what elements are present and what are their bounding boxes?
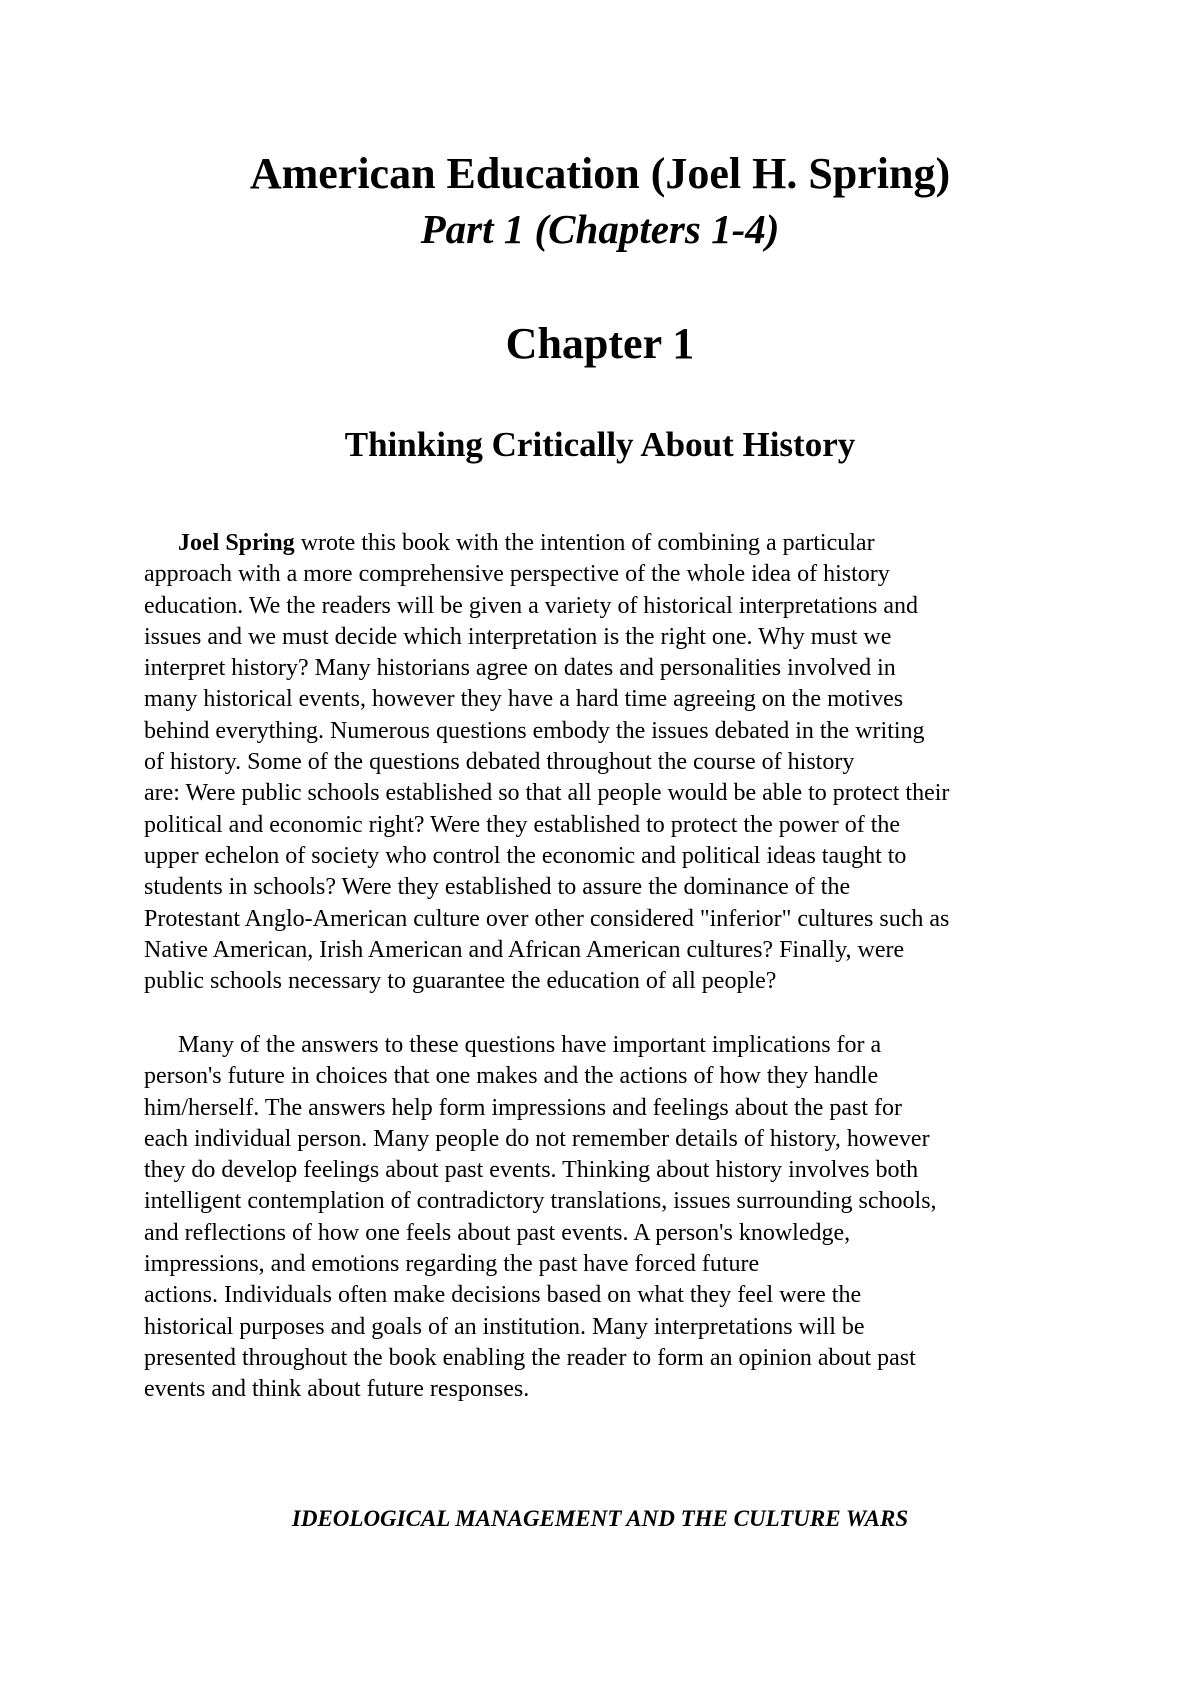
paragraph-line: political and economic right? Were they established to protect the power of the bbox=[144, 811, 901, 838]
paragraph-line: presented throughout the book enabling the reader to form an opinion about past bbox=[144, 1344, 916, 1371]
paragraph-line: behind everything. Numerous questions embody the issues debated in the writing bbox=[144, 717, 925, 744]
section-heading: IDEOLOGICAL MANAGEMENT AND THE CULTURE WARS bbox=[291, 1506, 909, 1531]
paragraph-line bbox=[144, 528, 1064, 559]
paragraph-line: intelligent contemplation of contradictory translations, issues surrounding schools, bbox=[144, 1188, 937, 1215]
paragraph-line: actions. Individuals often make decisions based on what they feel were the bbox=[144, 1282, 862, 1309]
paragraph-line: Protestant Anglo-American culture over other considered "inferior" cultures such as bbox=[144, 905, 950, 932]
document-subtitle: Part 1 (Chapters 1-4) bbox=[420, 206, 780, 252]
chapter-title: Thinking Critically About History bbox=[344, 425, 856, 464]
document-title: American Education (Joel H. Spring) bbox=[249, 149, 951, 198]
paragraph-line: students in schools? Were they established to assure the dominance of the bbox=[144, 874, 851, 901]
paragraph-line: each individual person. Many people do not remember details of history, however bbox=[144, 1125, 930, 1152]
paragraph-1 bbox=[144, 528, 1064, 997]
paragraph-line: public schools necessary to guarantee the education of all people? bbox=[144, 968, 777, 995]
paragraph-line: of history. Some of the questions debated throughout the course of history bbox=[144, 749, 855, 776]
first-line-text: wrote this book with the intention of combining a particular bbox=[294, 530, 875, 556]
paragraph-line: historical purposes and goals of an institution. Many interpretations will be bbox=[144, 1313, 865, 1340]
author-name: Joel Spring bbox=[178, 530, 295, 556]
paragraph-line: impressions, and emotions regarding the past have forced future bbox=[144, 1251, 760, 1278]
paragraph-2 bbox=[144, 1030, 1064, 1406]
paragraph-line: upper echelon of society who control the economic and political ideas taught to bbox=[144, 842, 907, 869]
paragraph-line: many historical events, however they have a hard time agreeing on the motives bbox=[144, 686, 904, 713]
paragraph-first-line-text: Many of the answers to these questions have important implications for a bbox=[178, 1032, 882, 1058]
paragraph-line: Native American, Irish American and African American cultures? Finally, were bbox=[144, 936, 905, 963]
paragraph-line: events and think about future responses. bbox=[144, 1376, 530, 1403]
paragraph-line: and reflections of how one feels about past events. A person's knowledge, bbox=[144, 1219, 851, 1246]
paragraph-line: approach with a more comprehensive perspective of the whole idea of history bbox=[144, 561, 890, 588]
paragraph-line: are: Were public schools established so that all people would be able to protect their bbox=[144, 780, 950, 807]
paragraph-line: interpret history? Many historians agree on dates and personalities involved in bbox=[144, 655, 896, 682]
paragraph-line bbox=[144, 1030, 1064, 1061]
paragraph-line: person's future in choices that one makes and the actions of how they handle bbox=[144, 1063, 879, 1090]
paragraph-line: him/herself. The answers help form impressions and feelings about the past for bbox=[144, 1094, 903, 1121]
paragraph-line: issues and we must decide which interpretation is the right one. Why must we bbox=[144, 623, 892, 650]
paragraph-line: education. We the readers will be given a variety of historical interpretations and bbox=[144, 592, 919, 619]
chapter-heading: Chapter 1 bbox=[505, 319, 695, 368]
paragraph-line: they do develop feelings about past events. Thinking about history involves both bbox=[144, 1157, 919, 1184]
